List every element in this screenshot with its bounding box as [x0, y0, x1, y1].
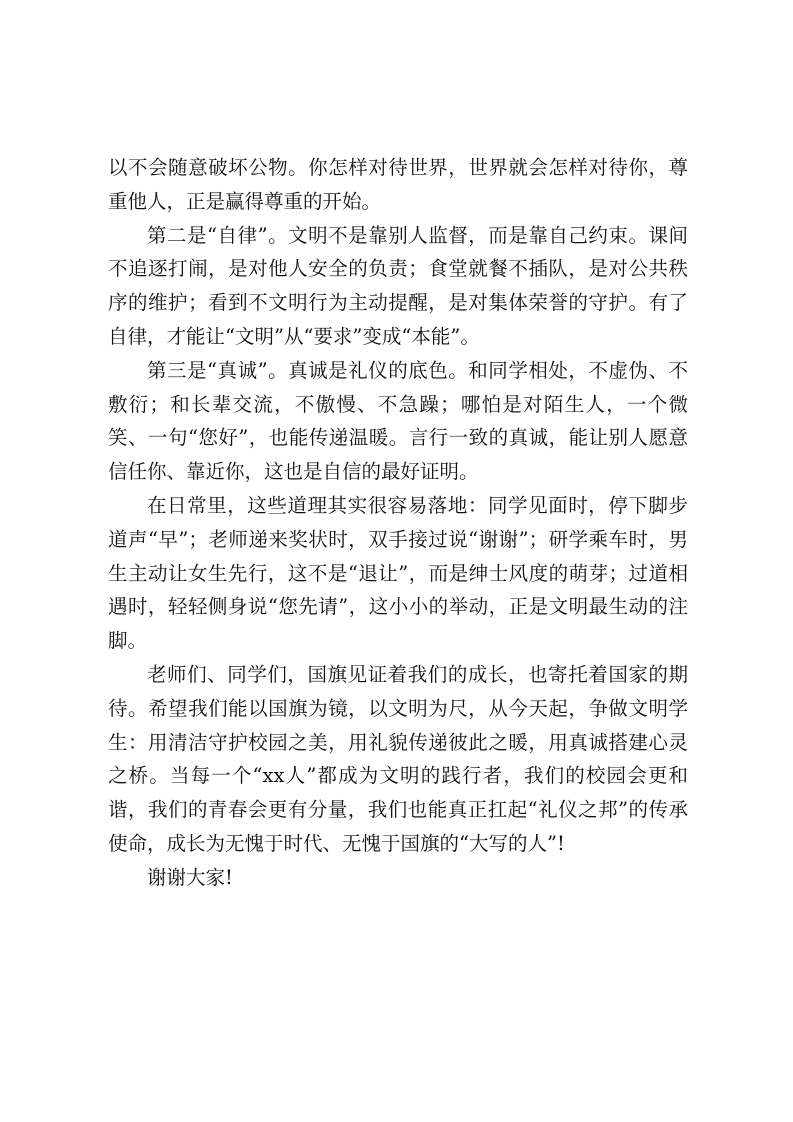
- paragraph-thanks: 谢谢大家!: [147, 865, 233, 889]
- paragraph-self-discipline: 第二是“自律”。文明不是靠别人监督，而是靠自己约束。课间不追逐打闹，是对他人安全的负责；食堂就餐不插队，是对公共秩序的维护；看到不文明行为主动提醒，是对集体荣誉的守护。有了自律，才能让“文明”从“要求”变成“本能”。: [108, 223, 688, 348]
- document-body: [108, 151, 688, 895]
- paragraph-daily-practice: 在日常里，这些道理其实很容易落地：同学见面时，停下脚步道声“早”；老师递来奖状时，双手接过说“谢谢”；研学乘车时，男生主动让女生先行，这不是“退让”，而是绅士风度的萌芽；过道相遇时，轻轻侧身说“您先请”，这小小的举动，正是文明最生动的注脚。: [108, 493, 688, 653]
- paragraph-call-to-action: 老师们、同学们，国旗见证着我们的成长，也寄托着国家的期待。希望我们能以国旗为镜，以文明为尺，从今天起，争做文明学生：用清洁守护校园之美，用礼貌传递彼此之暖，用真诚搭建心灵之桥。当每一个“xx人”都成为文明的践行者，我们的校园会更和谐，我们的青春会更有分量，我们也能真正扛起“礼仪之邦”的传承使命，成长为无愧于时代、无愧于国旗的“大写的人”!: [108, 662, 688, 855]
- paragraph-continuation: 以不会随意破坏公物。你怎样对待世界，世界就会怎样对待你，尊重他人，正是赢得尊重的开始。: [108, 156, 688, 213]
- paragraph-sincerity: 第三是“真诚”。真诚是礼仪的底色。和同学相处，不虚伪、不敷衍；和长辈交流，不傲慢、不急躁；哪怕是对陌生人，一个微笑、一句“您好”，也能传递温暖。言行一致的真诚，能让别人愿意信任你、靠近你，这也是自信的最好证明。: [108, 358, 688, 484]
